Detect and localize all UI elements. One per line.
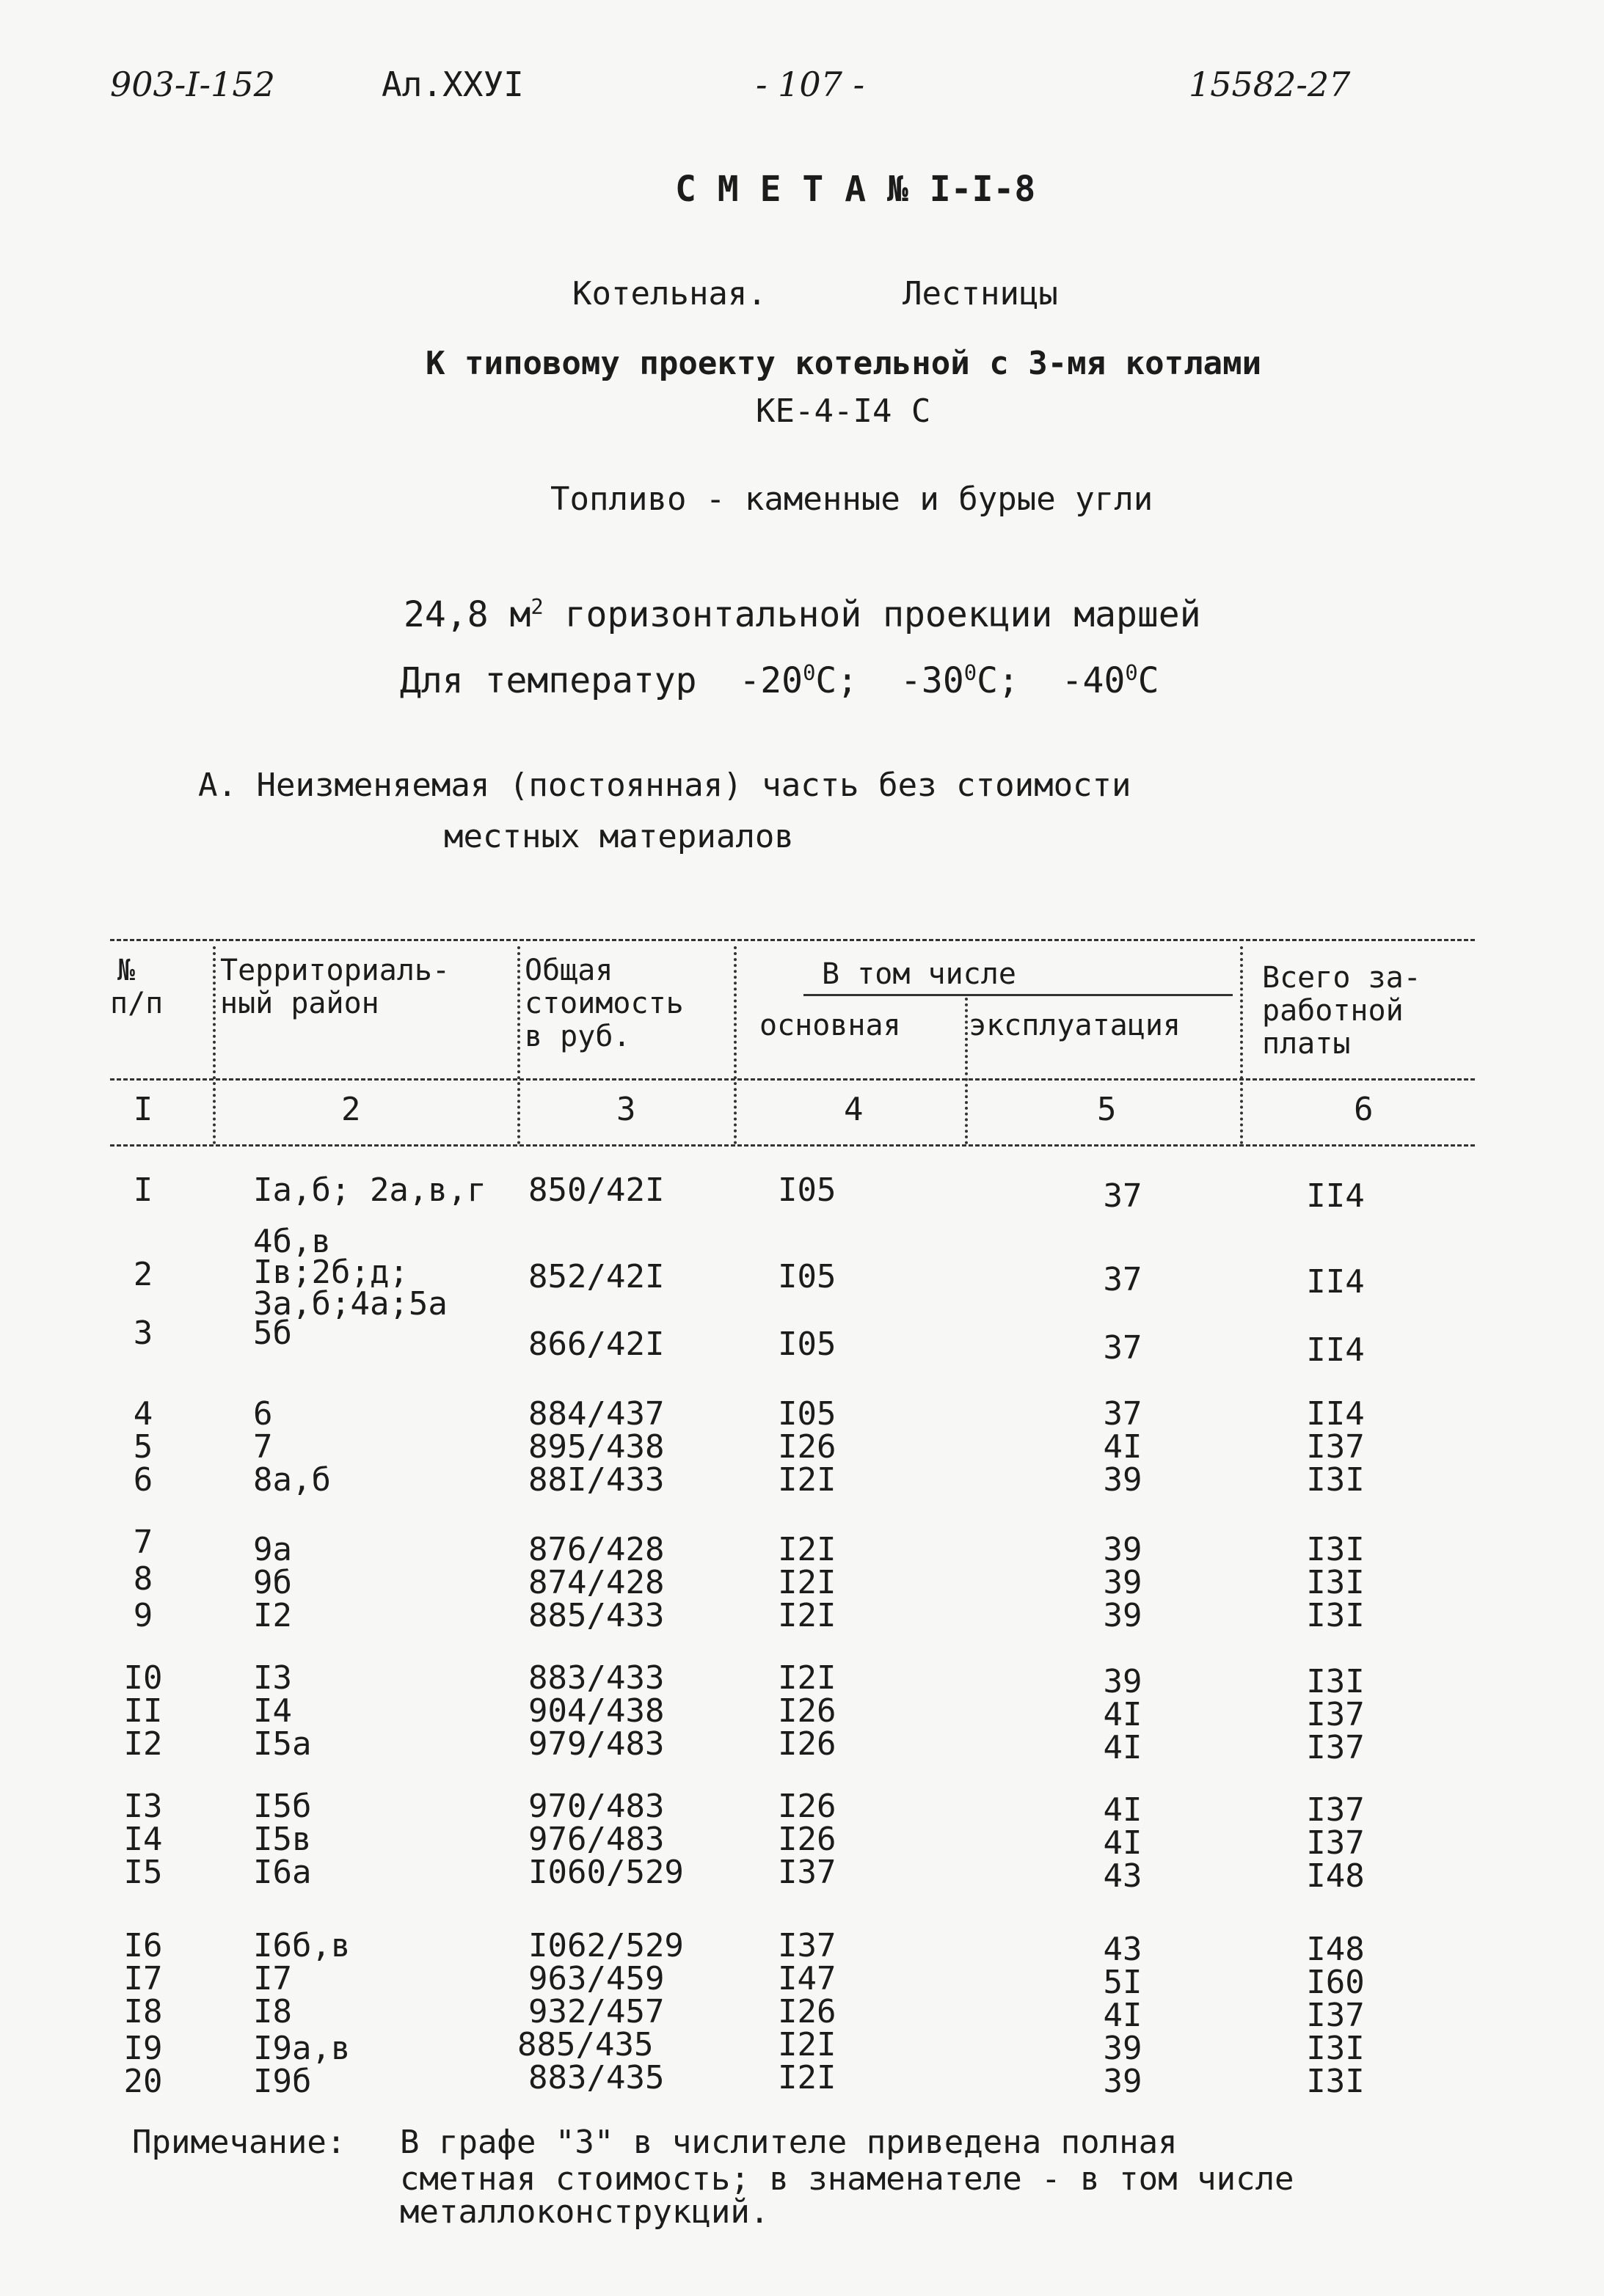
header-operation: эксплуатация	[969, 1009, 1181, 1042]
note-line-1: В графе "3" в числителе приведена полная	[400, 2124, 1178, 2161]
row-4-no: 4	[133, 1395, 153, 1433]
row-19-no: I9	[123, 2030, 163, 2067]
temperature-1: -20	[739, 660, 803, 701]
header-wage-2: работной	[1262, 994, 1404, 1028]
row-10-wage: I3I	[1306, 1663, 1365, 1700]
row-4-wage: II4	[1306, 1395, 1365, 1433]
row-11-basic: I26	[778, 1692, 836, 1730]
row-16-no: I6	[123, 1927, 163, 1964]
row-14-operation: 4I	[1103, 1824, 1142, 1862]
row-10-operation: 39	[1103, 1663, 1142, 1700]
row-9-basic: I2I	[778, 1597, 836, 1634]
row-4-operation: 37	[1103, 1395, 1142, 1433]
row-12-no: I2	[123, 1725, 163, 1763]
row-18-no: I8	[123, 1993, 163, 2030]
row-5-basic: I26	[778, 1428, 836, 1466]
row-8-operation: 39	[1103, 1564, 1142, 1601]
row-13-wage: I37	[1306, 1791, 1365, 1829]
col-number-2: 2	[341, 1091, 361, 1128]
degree-mark-3: 0	[1125, 660, 1138, 685]
row-3-region: 5б	[253, 1315, 292, 1352]
header-total-1: Общая	[525, 954, 613, 987]
row-12-wage: I37	[1306, 1729, 1365, 1766]
row-16-operation: 43	[1103, 1931, 1142, 1968]
row-11-total: 904/438	[528, 1692, 665, 1730]
row-20-wage: I3I	[1306, 2063, 1365, 2100]
row-8-total: 874/428	[528, 1564, 665, 1601]
row-5-wage: I37	[1306, 1428, 1365, 1466]
row-9-region: I2	[253, 1597, 292, 1634]
row-16-wage: I48	[1306, 1931, 1365, 1968]
row-1-no: I	[133, 1171, 153, 1209]
row-15-operation: 43	[1103, 1857, 1142, 1895]
col-sep-4	[965, 998, 968, 1144]
document-number: 15582-27	[1189, 65, 1351, 104]
row-5-operation: 4I	[1103, 1428, 1142, 1466]
row-4-region: 6	[253, 1395, 273, 1433]
celsius-2: С;	[977, 660, 1019, 701]
row-7-total: 876/428	[528, 1531, 665, 1568]
row-6-operation: 39	[1103, 1461, 1142, 1499]
part-a-line-1: А. Неизменяемая (постоянная) часть без стоимости	[198, 767, 1131, 804]
row-1-wage: II4	[1306, 1177, 1365, 1215]
row-17-operation: 5I	[1103, 1964, 1142, 2001]
row-8-basic: I2I	[778, 1564, 836, 1601]
fuel-line: Топливо - каменные и бурые угли	[550, 480, 1153, 518]
row-16-basic: I37	[778, 1927, 836, 1964]
row-19-basic: I2I	[778, 2026, 836, 2063]
row-17-wage: I60	[1306, 1964, 1365, 2001]
album-number: Ал.XXУI	[382, 65, 524, 104]
row-6-no: 6	[133, 1461, 153, 1499]
row-5-total: 895/438	[528, 1428, 665, 1466]
row-17-region: I7	[253, 1960, 292, 1997]
row-3-operation: 37	[1103, 1329, 1142, 1367]
row-12-total: 979/483	[528, 1725, 665, 1763]
row-15-no: I5	[123, 1854, 163, 1891]
row-8-region: 9б	[253, 1564, 292, 1601]
table-top-rule	[110, 939, 1475, 941]
header-total-3: в руб.	[525, 1020, 631, 1053]
row-13-total: 970/483	[528, 1788, 665, 1825]
row-13-basic: I26	[778, 1788, 836, 1825]
note-line-3: металлоконструкций.	[400, 2193, 770, 2231]
row-13-region: I5б	[253, 1788, 312, 1825]
header-including: В том числе	[822, 957, 1016, 991]
row-15-wage: I48	[1306, 1857, 1365, 1895]
page-number: - 107 -	[756, 65, 865, 104]
row-2-no: 2	[133, 1256, 153, 1293]
row-18-total: 932/457	[528, 1993, 665, 2030]
note-label: Примечание:	[132, 2124, 346, 2161]
row-19-operation: 39	[1103, 2030, 1142, 2067]
row-18-basic: I26	[778, 1993, 836, 2030]
row-6-total: 88I/433	[528, 1461, 665, 1499]
row-3-total: 866/42I	[528, 1326, 665, 1363]
celsius-3: С	[1137, 660, 1159, 701]
row-8-no: 8	[133, 1560, 153, 1598]
row-1-operation: 37	[1103, 1177, 1142, 1215]
row-12-region: I5а	[253, 1725, 312, 1763]
row-14-wage: I37	[1306, 1824, 1365, 1862]
project-line-1: К типовому проекту котельной с 3-мя котлами	[426, 345, 1262, 382]
row-10-region: I3	[253, 1659, 292, 1697]
temperature-2: -30	[900, 660, 964, 701]
col-sep-3	[734, 946, 737, 1144]
row-1-region: Iа,б; 2а,в,г	[253, 1171, 486, 1209]
row-3-wage: II4	[1306, 1331, 1365, 1369]
colnum-bottom-rule	[110, 1144, 1475, 1147]
header-total-2: стоимость	[525, 987, 684, 1020]
row-20-region: I9б	[253, 2063, 312, 2100]
row-18-wage: I37	[1306, 1997, 1365, 2034]
note-line-2: сметная стоимость; в знаменателе - в том числе	[400, 2160, 1294, 2198]
row-4-basic: I05	[778, 1395, 836, 1433]
project-line-2: КЕ-4-I4 С	[756, 392, 931, 430]
row-20-operation: 39	[1103, 2063, 1142, 2100]
row-7-no: 7	[133, 1524, 153, 1561]
row-2-total: 852/42I	[528, 1258, 665, 1295]
row-19-region: I9а,в	[253, 2030, 351, 2067]
header-basic: основная	[759, 1009, 901, 1042]
row-14-total: 976/483	[528, 1821, 665, 1858]
section-name: Лестницы	[903, 275, 1058, 312]
row-14-region: I5в	[253, 1821, 312, 1858]
row-11-region: I4	[253, 1692, 292, 1730]
row-11-operation: 4I	[1103, 1696, 1142, 1733]
header-wage-1: Всего за-	[1262, 961, 1421, 995]
header-no-2: п/п	[110, 987, 164, 1020]
doc-code: 903-I-152	[110, 65, 275, 104]
row-2-basic: I05	[778, 1258, 836, 1295]
row-12-operation: 4I	[1103, 1729, 1142, 1766]
temperature-label: Для температур	[400, 660, 697, 701]
col-sep-1	[213, 946, 216, 1144]
row-3-no: 3	[133, 1315, 153, 1352]
row-11-no: II	[123, 1692, 163, 1730]
row-15-total: I060/529	[528, 1854, 684, 1891]
row-7-basic: I2I	[778, 1531, 836, 1568]
row-1-total: 850/42I	[528, 1171, 665, 1209]
row-7-region: 9а	[253, 1531, 292, 1568]
row-10-basic: I2I	[778, 1659, 836, 1697]
row-18-region: I8	[253, 1993, 292, 2030]
row-1-basic: I05	[778, 1171, 836, 1209]
col-number-4: 4	[844, 1091, 864, 1128]
estimate-title: С М Е Т А № I-I-8	[675, 169, 1036, 210]
degree-mark-1: 0	[803, 660, 816, 685]
temperature-3: -40	[1061, 660, 1126, 701]
object-name: Котельная.	[572, 275, 767, 312]
col-number-1: I	[133, 1091, 153, 1128]
row-19-total: 885/435	[517, 2026, 654, 2063]
row-14-basic: I26	[778, 1821, 836, 1858]
row-13-no: I3	[123, 1788, 163, 1825]
row-9-no: 9	[133, 1597, 153, 1634]
area-unit-power: 2	[531, 594, 544, 619]
row-5-region: 7	[253, 1428, 273, 1466]
row-13-operation: 4I	[1103, 1791, 1142, 1829]
row-17-total: 963/459	[528, 1960, 665, 1997]
header-region-2: ный район	[220, 987, 379, 1020]
col-sep-2	[517, 946, 520, 1144]
row-14-no: I4	[123, 1821, 163, 1858]
row-9-total: 885/433	[528, 1597, 665, 1634]
row-15-basic: I37	[778, 1854, 836, 1891]
header-bottom-rule	[110, 1078, 1475, 1081]
row-20-basic: I2I	[778, 2059, 836, 2096]
temperature-line	[400, 660, 1159, 701]
row-2-operation: 37	[1103, 1261, 1142, 1298]
row-17-basic: I47	[778, 1960, 836, 1997]
row-10-total: 883/433	[528, 1659, 665, 1697]
area-value: 24,8 м	[404, 594, 531, 635]
header-wage-3: платы	[1262, 1027, 1351, 1061]
row-2-region-bottom: 3а,б;4а;5а	[253, 1285, 448, 1323]
col-number-3: 3	[616, 1091, 636, 1128]
col-sep-5	[1240, 946, 1243, 1144]
row-2-region-top: 4б,в	[253, 1223, 331, 1260]
row-2-region: Iв;2б;д;	[253, 1254, 409, 1291]
row-20-no: 20	[123, 2063, 163, 2100]
row-11-wage: I37	[1306, 1696, 1365, 1733]
row-8-wage: I3I	[1306, 1564, 1365, 1601]
row-7-wage: I3I	[1306, 1531, 1365, 1568]
row-10-no: I0	[123, 1659, 163, 1697]
col-number-5: 5	[1097, 1091, 1117, 1128]
row-4-total: 884/437	[528, 1395, 665, 1433]
area-line	[404, 594, 1201, 635]
row-17-no: I7	[123, 1960, 163, 1997]
row-16-total: I062/529	[528, 1927, 684, 1964]
row-6-basic: I2I	[778, 1461, 836, 1499]
row-20-total: 883/435	[528, 2059, 665, 2096]
row-9-wage: I3I	[1306, 1597, 1365, 1634]
part-a-line-2: местных материалов	[444, 818, 794, 855]
incl-underline	[803, 994, 1233, 996]
row-7-operation: 39	[1103, 1531, 1142, 1568]
header-region-1: Территориаль-	[220, 954, 451, 987]
row-15-region: I6а	[253, 1854, 312, 1891]
row-19-wage: I3I	[1306, 2030, 1365, 2067]
row-5-no: 5	[133, 1428, 153, 1466]
header-no-1: №	[117, 954, 136, 987]
row-3-basic: I05	[778, 1326, 836, 1363]
row-6-wage: I3I	[1306, 1461, 1365, 1499]
row-16-region: I6б,в	[253, 1927, 351, 1964]
col-number-6: 6	[1354, 1091, 1374, 1128]
row-9-operation: 39	[1103, 1597, 1142, 1634]
area-text: горизонтальной проекции маршей	[564, 594, 1201, 635]
row-2-wage: II4	[1306, 1263, 1365, 1301]
degree-mark-2: 0	[963, 660, 977, 685]
celsius-1: С;	[815, 660, 858, 701]
row-12-basic: I26	[778, 1725, 836, 1763]
row-6-region: 8а,б	[253, 1461, 331, 1499]
row-18-operation: 4I	[1103, 1997, 1142, 2034]
